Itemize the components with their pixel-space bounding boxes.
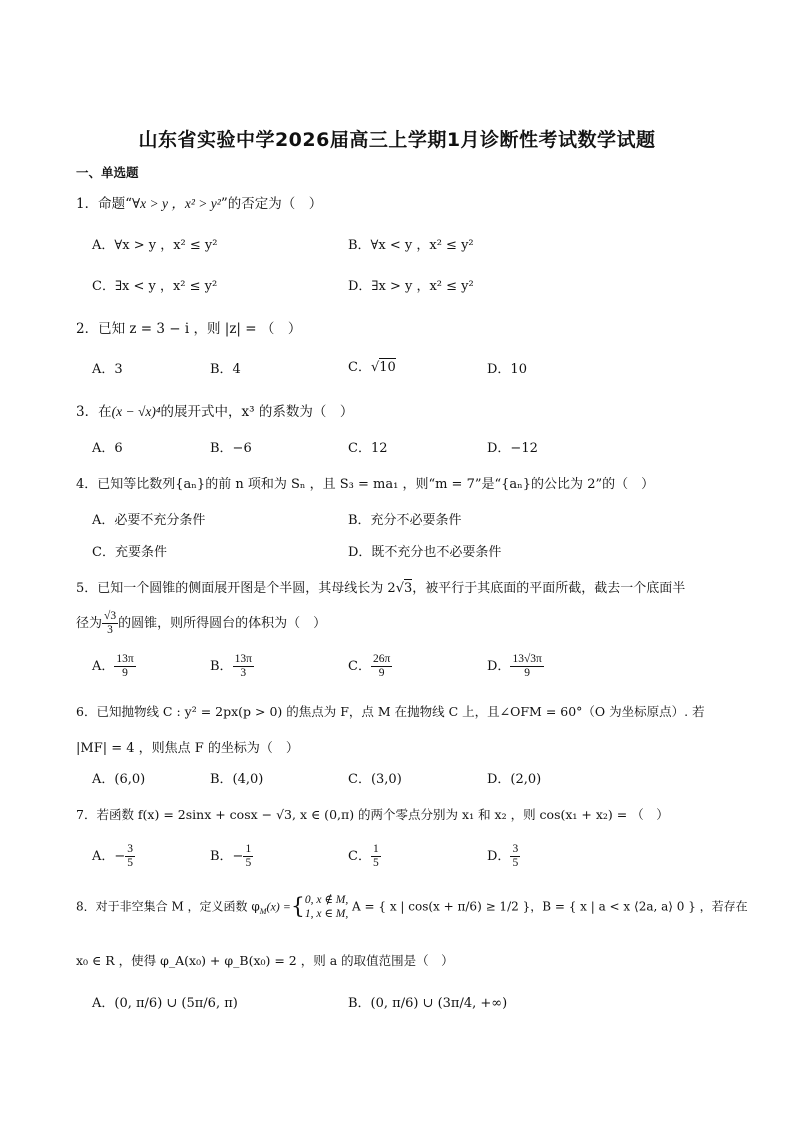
q7-option-a-denominator: 5 bbox=[127, 857, 134, 869]
q5-option-c-denominator: 9 bbox=[378, 667, 385, 679]
q5-radius-denominator: 3 bbox=[107, 624, 113, 636]
q5-option-c-numerator: 26π bbox=[372, 653, 391, 665]
q7-option-c-label: C． bbox=[348, 849, 371, 864]
q6-option-a[interactable]: A．(6,0) bbox=[92, 772, 146, 787]
q5-option-c[interactable] bbox=[348, 653, 392, 680]
q7-option-a[interactable] bbox=[92, 843, 135, 870]
question-6-line-1: 6．已知抛物线 C : y² = 2px(p > 0) 的焦点为 F，点 M 在抛物线 C 上，且∠OFM = 60°（O 为坐标原点）. 若 bbox=[76, 704, 705, 719]
q6-option-c[interactable]: C．(3,0) bbox=[348, 772, 402, 787]
q5-option-b-numerator: 13π bbox=[234, 653, 252, 665]
q1-option-a[interactable]: A．∀x > y ，x² ≤ y² bbox=[92, 238, 218, 253]
q4-option-d[interactable]: D．既不充分也不必要条件 bbox=[348, 545, 502, 560]
q7-option-d-denominator: 5 bbox=[512, 857, 519, 869]
q7-option-d-label: D． bbox=[487, 849, 511, 864]
q8-piecewise-cases bbox=[305, 893, 348, 921]
q1-option-d[interactable]: D．∃x > y ，x² ≤ y² bbox=[348, 279, 474, 294]
q7-option-a-numerator: 3 bbox=[127, 843, 134, 855]
q5-option-b-label: B． bbox=[210, 659, 233, 674]
q7-option-b-numerator: 1 bbox=[245, 843, 252, 855]
q3-stem-suffix: 的展开式中，x³ 的系数为（ ） bbox=[160, 404, 354, 420]
q8-option-b[interactable]: B．(0, π/6) ∪ (3π/4, +∞) bbox=[348, 996, 508, 1011]
q3-option-c[interactable]: C．12 bbox=[348, 441, 388, 456]
question-2-stem: 2．已知 z = 3 − i ，则 |z| = （ ） bbox=[76, 321, 302, 337]
q5-option-d-numerator: 13√3π bbox=[512, 653, 542, 665]
q4-option-c[interactable]: C．充要条件 bbox=[92, 545, 167, 560]
q4-option-b[interactable]: B．充分不必要条件 bbox=[348, 513, 462, 528]
q2-option-b[interactable]: B．4 bbox=[210, 362, 241, 377]
question-8-line-2: x₀ ∈ R ，使得 φ_A(x₀) + φ_B(x₀) = 2 ，则 a 的取值范围是（ ） bbox=[76, 953, 454, 968]
q4-option-a[interactable]: A．必要不充分条件 bbox=[92, 513, 206, 528]
q5-line2-prefix: 径为 bbox=[76, 616, 103, 631]
q5-radius-fraction bbox=[102, 610, 118, 637]
q5-line1-root: 3 bbox=[403, 581, 413, 596]
q2-option-c-label: C． bbox=[348, 360, 371, 375]
q7-option-c-numerator: 1 bbox=[372, 843, 379, 855]
q7-option-b-label: B．− bbox=[210, 849, 244, 864]
q7-option-d-numerator: 3 bbox=[512, 843, 519, 855]
q5-option-d[interactable] bbox=[487, 653, 544, 680]
page-title: 山东省实验中学2026届高三上学期1月诊断性考试数学试题 bbox=[138, 129, 656, 151]
q8-line1-suffix: A = { x | cos(x + π/6) ≥ 1/2 }，B = { x | a < x ⟨2a, a⟩ 0 } ，若存在 bbox=[352, 899, 748, 914]
q5-line1-prefix: 5．已知一个圆锥的侧面展开图是个半圆，其母线长为 2 bbox=[76, 581, 396, 596]
q5-option-d-denominator: 9 bbox=[524, 667, 530, 679]
question-6-line-2: |MF| = 4 ，则焦点 F 的坐标为（ ） bbox=[76, 741, 299, 756]
q2-option-a[interactable]: A．3 bbox=[92, 362, 123, 377]
q7-option-c-denominator: 5 bbox=[372, 857, 379, 869]
q5-option-a[interactable] bbox=[92, 653, 136, 680]
question-5-line-2 bbox=[76, 610, 326, 637]
q8-option-a[interactable]: A．(0, π/6) ∪ (5π/6, π) bbox=[92, 996, 238, 1011]
q3-option-b[interactable]: B．−6 bbox=[210, 441, 252, 456]
q1-option-b[interactable]: B．∀x < y ，x² ≤ y² bbox=[348, 238, 474, 253]
q7-option-d[interactable] bbox=[487, 843, 520, 870]
q1-option-c[interactable]: C．∃x < y ，x² ≤ y² bbox=[92, 279, 218, 294]
q2-option-d[interactable]: D．10 bbox=[487, 362, 527, 377]
q8-left-brace: { bbox=[290, 894, 305, 920]
q8-phi-argument: (x) = bbox=[266, 899, 291, 914]
question-5-line-1: 5．已知一个圆锥的侧面展开图是个半圆，其母线长为 2√3，被平行于其底面的平面所截，截去一个底面半 bbox=[76, 581, 686, 596]
q5-option-a-label: A． bbox=[92, 659, 115, 674]
q8-phi-subscript: M bbox=[259, 906, 267, 916]
q3-option-a[interactable]: A．6 bbox=[92, 441, 123, 456]
q5-option-a-denominator: 9 bbox=[122, 667, 128, 679]
q5-option-b[interactable] bbox=[210, 653, 254, 680]
q5-option-a-numerator: 13π bbox=[116, 653, 134, 665]
q6-option-d[interactable]: D．(2,0) bbox=[487, 772, 542, 787]
q2-option-c-value: 10 bbox=[379, 360, 396, 375]
q5-option-b-denominator: 3 bbox=[240, 667, 247, 679]
q7-option-c[interactable] bbox=[348, 843, 381, 870]
question-4-stem: 4．已知等比数列{aₙ}的前 n 项和为 Sₙ ，且 S₃ = ma₁ ，则“m = 7”是“{aₙ}的公比为 2”的（ ） bbox=[76, 477, 655, 492]
q7-option-b-denominator: 5 bbox=[245, 857, 252, 869]
q5-line1-suffix: ，被平行于其底面的平面所截，截去一个底面半 bbox=[412, 581, 686, 596]
section-heading: 一、单选题 bbox=[76, 165, 139, 180]
question-8-line-1 bbox=[76, 893, 748, 921]
q3-stem-prefix: 3．在 bbox=[76, 404, 112, 420]
q5-option-c-label: C． bbox=[348, 659, 371, 674]
q7-option-a-label: A．− bbox=[92, 849, 126, 864]
q8-case-1: 0, x ∉ M, bbox=[304, 894, 349, 906]
q5-line2-suffix: 的圆锥，则所得圆台的体积为（ ） bbox=[118, 616, 327, 631]
q3-option-d[interactable]: D．−12 bbox=[487, 441, 538, 456]
q5-radius-numerator: √3 bbox=[104, 610, 117, 622]
q1-stem-suffix: ”的否定为（ ） bbox=[220, 196, 323, 212]
q7-option-b[interactable] bbox=[210, 843, 253, 870]
q1-stem-formula: ∀x > y ，x² > y² bbox=[132, 196, 221, 211]
q2-option-c[interactable]: C．√10 bbox=[348, 360, 396, 375]
q5-option-d-label: D． bbox=[487, 659, 511, 674]
q8-line1-prefix: 8．对于非空集合 M ，定义函数 φ bbox=[76, 899, 260, 914]
question-3-stem bbox=[76, 400, 353, 420]
question-1-stem bbox=[76, 192, 322, 212]
question-7-stem: 7．若函数 f(x) = 2sinx + cosx − √3, x ∈ (0,π) 的两个零点分别为 x₁ 和 x₂ ，则 cos(x₁ + x₂) = （ ） bbox=[76, 807, 669, 822]
q1-stem-prefix: 1．命题“ bbox=[76, 196, 132, 212]
q3-stem-formula: (x − √x)⁴ bbox=[111, 404, 161, 419]
q8-case-2: 1, x ∈ M, bbox=[304, 908, 349, 920]
q6-option-b[interactable]: B．(4,0) bbox=[210, 772, 264, 787]
